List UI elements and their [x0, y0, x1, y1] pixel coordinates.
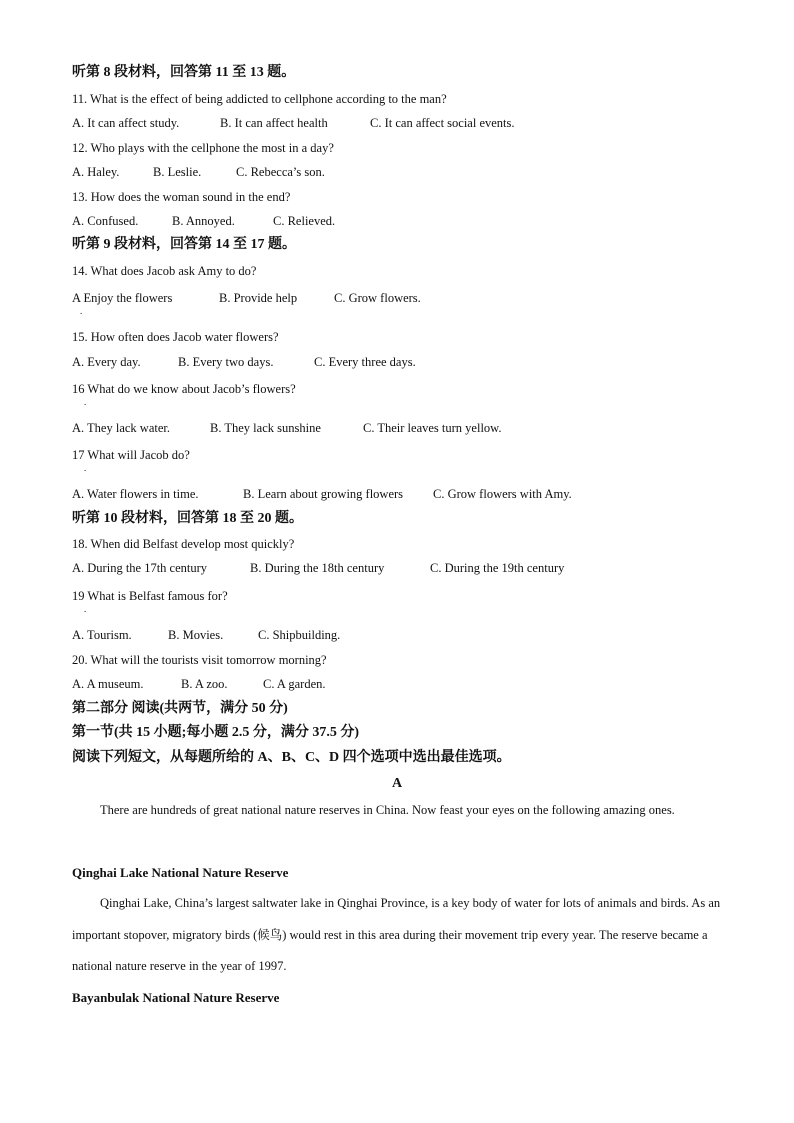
- stray-dot: .: [84, 463, 87, 473]
- section-9-header: 听第 9 段材料，回答第 14 至 17 题。: [72, 237, 296, 252]
- option-b: B. A zoo.: [181, 677, 228, 691]
- question-15: 15. How often does Jacob water flowers?: [72, 330, 279, 344]
- option-c: C. During the 19th century: [430, 561, 565, 575]
- part-2-instruction: 阅读下列短文，从每题所给的 A、B、C、D 四个选项中选出最佳选项。: [72, 750, 511, 765]
- passage-letter: A: [391, 776, 403, 791]
- part-2-title: 第二部分 阅读(共两节，满分 50 分): [72, 701, 288, 716]
- options-13: [72, 213, 335, 229]
- option-a: A. They lack water.: [72, 421, 170, 435]
- option-b: B. Learn about growing flowers: [243, 487, 404, 501]
- option-b: B. During the 18th century: [250, 561, 385, 575]
- question-14: 14. What does Jacob ask Amy to do?: [72, 264, 257, 278]
- option-c: C. Relieved.: [273, 214, 336, 228]
- question-11: 11. What is the effect of being addicted to cellphone according to the man?: [72, 92, 447, 106]
- option-b: B. Leslie.: [153, 165, 202, 179]
- option-a: A. Tourism.: [72, 628, 132, 642]
- option-a: A. During the 17th century: [72, 561, 208, 575]
- option-b: B. It can affect health: [220, 116, 328, 130]
- options-20: [72, 676, 326, 692]
- options-17: [72, 486, 572, 502]
- question-16: 16 What do we know about Jacob’s flowers?: [72, 382, 296, 396]
- option-a: A Enjoy the flowers: [72, 291, 173, 305]
- options-12: [72, 164, 325, 180]
- stray-dot: .: [84, 604, 87, 614]
- question-20: 20. What will the tourists visit tomorrow morning?: [72, 653, 327, 667]
- option-b: B. Annoyed.: [172, 214, 235, 228]
- option-b: B. Every two days.: [178, 355, 274, 369]
- heading-bayanbulak: Bayanbulak National Nature Reserve: [72, 990, 280, 1005]
- question-19: 19 What is Belfast famous for?: [72, 589, 228, 603]
- option-c: C. It can affect social events.: [370, 116, 515, 130]
- option-c: C. Grow flowers with Amy.: [433, 487, 572, 501]
- question-13: 13. How does the woman sound in the end?: [72, 190, 291, 204]
- stray-dot: .: [80, 306, 83, 316]
- option-b: B. Provide help: [219, 291, 298, 305]
- option-a: A. A museum.: [72, 677, 144, 691]
- option-a: A. Haley.: [72, 165, 120, 179]
- stray-dot: .: [84, 397, 87, 407]
- options-14: [72, 290, 421, 306]
- options-11: [72, 115, 515, 131]
- passage-intro: There are hundreds of great national nature reserves in China. Now feast your eyes on the following amazing ones.: [100, 803, 675, 817]
- heading-qinghai: Qinghai Lake National Nature Reserve: [72, 865, 289, 880]
- option-c: C. A garden.: [263, 677, 326, 691]
- part-2-section-1: 第一节(共 15 小题;每小题 2.5 分，满分 37.5 分): [72, 725, 359, 740]
- option-c: C. Rebecca’s son.: [236, 165, 325, 179]
- option-c: C. Shipbuilding.: [258, 628, 341, 642]
- option-c: C. Grow flowers.: [334, 291, 421, 305]
- paragraph-qinghai: Qinghai Lake, China’s largest saltwater lake in Qinghai Province, is a key body of water for lots of animals and birds. As an important stopover, migratory birds (候鸟) would rest in this area during their movement trip every year. The reserve became a national nature reserve in the year of 1997.: [72, 896, 721, 973]
- option-b: B. They lack sunshine: [210, 421, 321, 435]
- option-b: B. Movies.: [168, 628, 224, 642]
- options-18: [72, 560, 564, 576]
- option-a: A. Water flowers in time.: [72, 487, 199, 501]
- question-18: 18. When did Belfast develop most quickly?: [72, 537, 295, 551]
- question-17: 17 What will Jacob do?: [72, 448, 190, 462]
- options-15: [72, 354, 416, 370]
- question-12: 12. Who plays with the cellphone the most in a day?: [72, 141, 334, 155]
- option-c: C. Every three days.: [314, 355, 416, 369]
- option-a: A. It can affect study.: [72, 116, 180, 130]
- option-a: A. Every day.: [72, 355, 141, 369]
- section-10-header: 听第 10 段材料，回答第 18 至 20 题。: [72, 511, 303, 526]
- option-c: C. Their leaves turn yellow.: [363, 421, 502, 435]
- option-a: A. Confused.: [72, 214, 139, 228]
- section-8-header: 听第 8 段材料，回答第 11 至 13 题。: [72, 65, 296, 80]
- options-19: [72, 627, 340, 643]
- options-16: [72, 420, 502, 436]
